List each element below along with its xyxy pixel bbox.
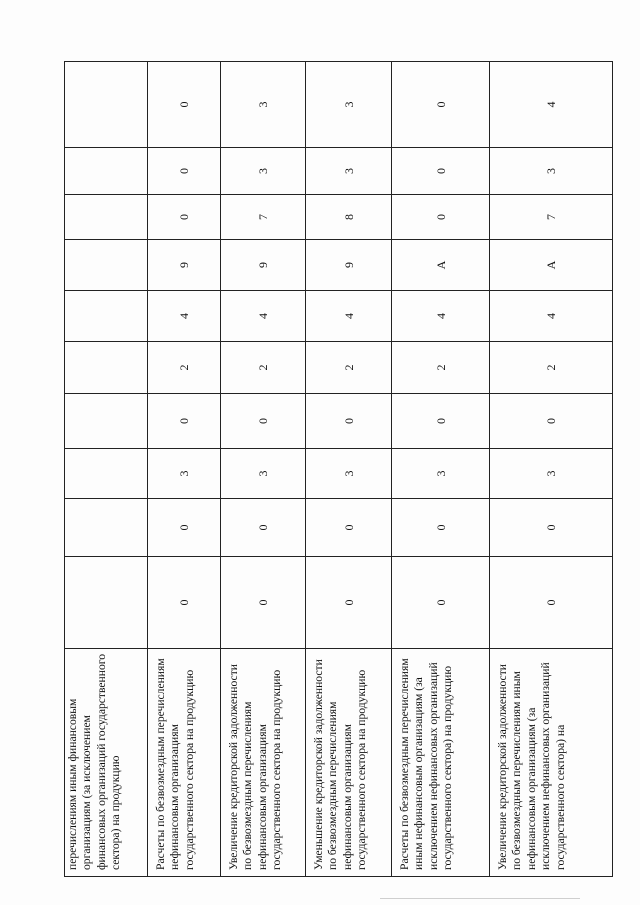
value-cell: 4 [306,291,392,342]
value-cell: 3 [306,449,392,499]
value-cell [65,557,148,649]
value-cell [65,449,148,499]
table-row [221,62,306,877]
row-name-cell: Увеличение кредиторской задолженности по безвозмездным перечислениям нефинансовым организациям государственного сектора на продукцию [221,649,306,877]
value-cell [65,394,148,449]
table-row [65,62,148,877]
value-cell: 0 [148,62,221,148]
value-cell: 3 [306,148,392,195]
value-cell: 0 [490,557,613,649]
value-cell: 3 [148,449,221,499]
rotated-table-wrapper [64,62,612,877]
value-cell: 0 [490,499,613,557]
value-cell: 2 [148,342,221,394]
scan-edge-line [380,898,580,899]
row-name-cell: перечислениям иным финансовым организациям (за исключением финансовых организаций государственного сектора) на продукцию [65,649,148,877]
value-cell: 0 [392,394,490,449]
table-row [392,62,490,877]
value-cell: 0 [148,394,221,449]
value-cell: 2 [392,342,490,394]
row-name-cell: Расчеты по безвозмездным перечислениям нефинансовым организациям государственного сектора на продукцию [148,649,221,877]
value-cell: 0 [148,499,221,557]
value-cell: 2 [306,342,392,394]
value-cell: 2 [490,342,613,394]
value-cell: A [392,240,490,291]
value-cell: 7 [221,195,306,240]
value-cell: 3 [306,62,392,148]
value-cell: 3 [490,148,613,195]
value-cell: 0 [490,394,613,449]
table-row [490,62,613,877]
row-name-cell: Расчеты по безвозмездным перечислениям иным нефинансовым организациям (за исключением нефинансовых организаций государственного сектора) на продукцию [392,649,490,877]
table-body [65,62,613,877]
value-cell: 0 [392,148,490,195]
value-cell: 3 [221,148,306,195]
row-name-cell: Уменьшение кредиторской задолженности по безвозмездным перечислениям нефинансовым организациям государственного сектора на продукцию [306,649,392,877]
value-cell: 7 [490,195,613,240]
value-cell [65,240,148,291]
value-cell: 0 [148,557,221,649]
value-cell: 0 [306,394,392,449]
value-cell: 0 [221,499,306,557]
value-cell [65,291,148,342]
value-cell: 0 [306,499,392,557]
accounts-table [64,61,613,877]
value-cell: 9 [148,240,221,291]
value-cell [65,499,148,557]
value-cell: 3 [221,449,306,499]
value-cell [65,342,148,394]
value-cell: 0 [148,148,221,195]
value-cell: 4 [148,291,221,342]
value-cell: 8 [306,195,392,240]
value-cell: 3 [221,62,306,148]
value-cell: 0 [392,557,490,649]
value-cell: 2 [221,342,306,394]
value-cell: 0 [221,394,306,449]
value-cell: 4 [490,62,613,148]
row-name-cell: Увеличение кредиторской задолженности по безвозмездным перечислениям иным нефинансовым организациям (за исключением нефинансовых организаций государственного сектора) на [490,649,613,877]
value-cell: 3 [490,449,613,499]
value-cell: 4 [221,291,306,342]
value-cell: 3 [392,449,490,499]
value-cell: 0 [392,62,490,148]
value-cell: 0 [392,499,490,557]
table-row [148,62,221,877]
value-cell: 0 [148,195,221,240]
value-cell: 0 [306,557,392,649]
value-cell: 9 [306,240,392,291]
value-cell: 9 [221,240,306,291]
value-cell [65,148,148,195]
value-cell: 0 [221,557,306,649]
table-row [306,62,392,877]
value-cell: A [490,240,613,291]
value-cell: 0 [392,195,490,240]
value-cell: 4 [490,291,613,342]
value-cell [65,62,148,148]
value-cell [65,195,148,240]
value-cell: 4 [392,291,490,342]
